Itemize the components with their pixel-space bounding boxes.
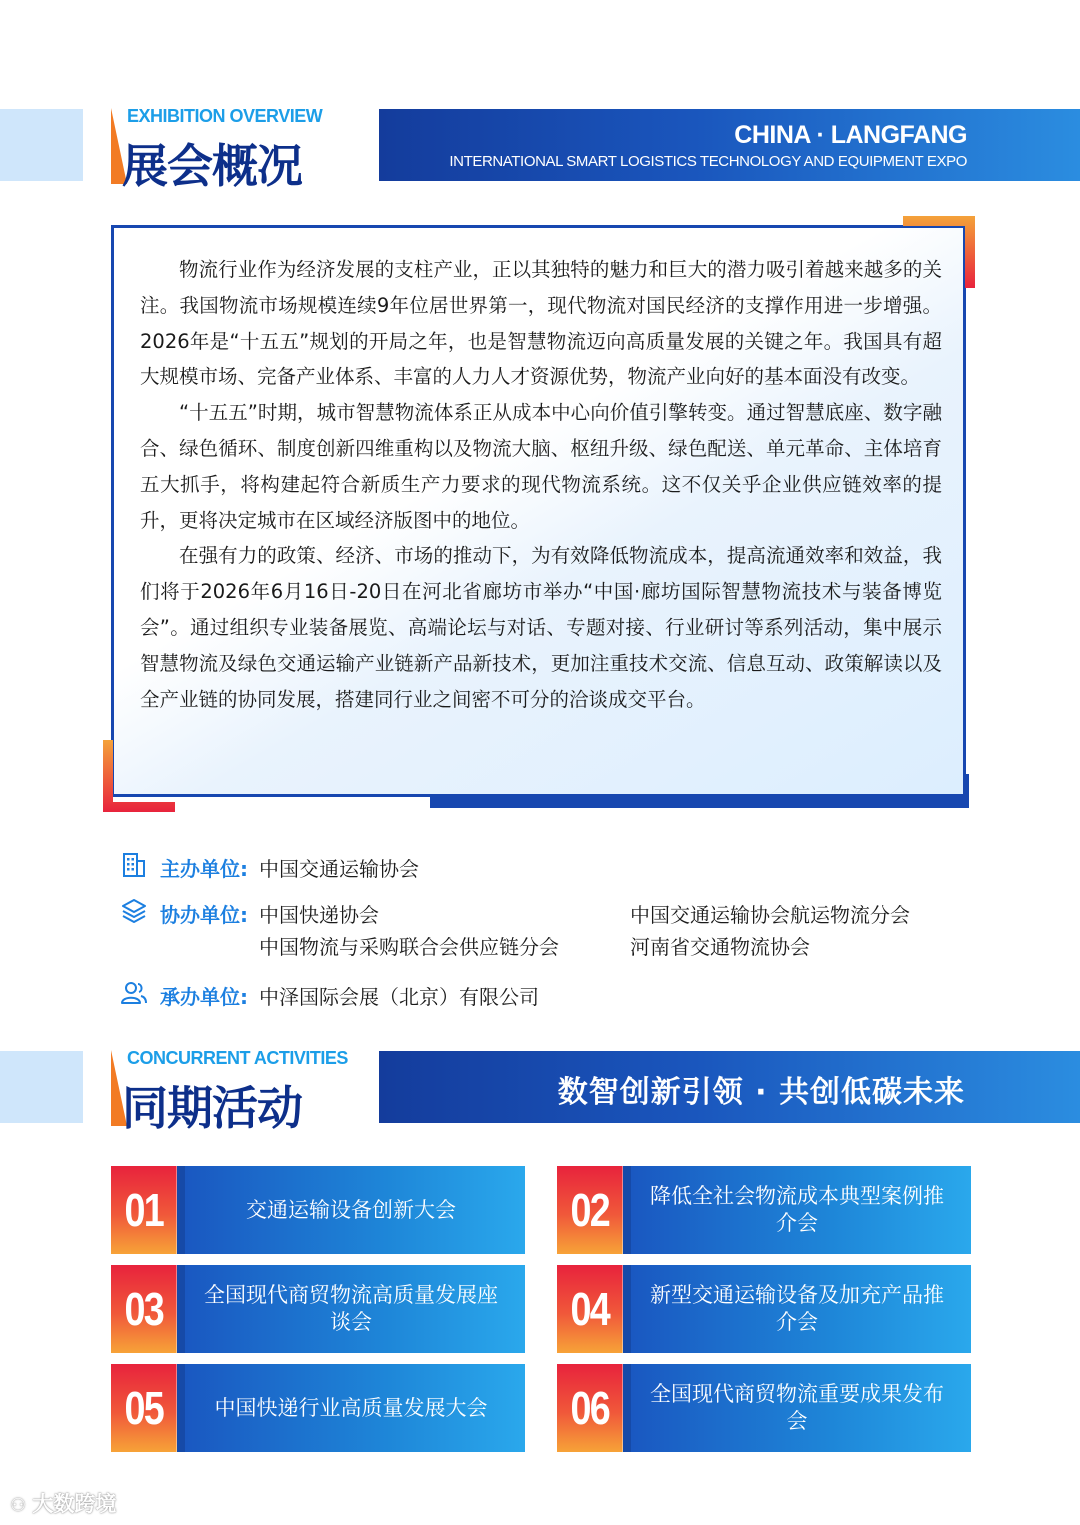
activity-title: 全国现代商贸物流高质量发展座谈会 [177,1265,525,1353]
organizer-label: 承办单位: [160,985,248,1009]
activity-title: 降低全社会物流成本典型案例推介会 [623,1166,971,1254]
overview-title-cn: 展会概况 [122,139,302,193]
header-left-tab [0,109,83,181]
activity-card-01 [111,1166,525,1254]
activity-title: 全国现代商贸物流重要成果发布会 [623,1364,971,1452]
co-organizer-3: 中国物流与采购联合会供应链分会 [259,935,559,959]
overview-banner [379,109,1080,181]
watermark: ⚇ 大数跨境 [10,1492,117,1516]
activities-slogan: 数智创新引领 · 共创低碳未来 [557,1075,965,1110]
host-label: 主办单位: [160,857,248,881]
activity-card-06 [557,1364,971,1452]
activity-title: 交通运输设备创新大会 [177,1166,525,1254]
host-value: 中国交通运输协会 [259,857,419,881]
activity-number: 01 [111,1166,177,1254]
activity-card-02 [557,1166,971,1254]
co-organizer-4: 河南省交通物流协会 [630,935,810,959]
overview-paragraph: “十五五”时期，城市智慧物流体系正从成本中心向价值引擎转变。通过智慧底座、数字融合、绿色循环、制度创新四维重构以及物流大脑、枢纽升级、绿色配送、单元革命、主体培育五大抓手，将构建起符合新质生产力要求的现代物流系统。这不仅关乎企业供应链效率的提升，更将决定城市在区域经济版图中的地位。 [140,401,942,532]
watermark-logo-icon: ⚇ [10,1495,33,1516]
building-icon [120,851,148,879]
activity-card-03 [111,1265,525,1353]
organizer-value: 中泽国际会展（北京）有限公司 [259,985,539,1009]
activity-number: 03 [111,1265,177,1353]
overview-body [140,252,942,717]
activity-number: 06 [557,1364,623,1452]
layers-icon [120,897,148,925]
users-icon [120,979,148,1007]
activity-card-04 [557,1265,971,1353]
activity-number: 02 [557,1166,623,1254]
activity-number: 04 [557,1265,623,1353]
co-organizer-label: 协办单位: [160,903,248,927]
overview-paragraph: 在强有力的政策、经济、市场的推动下，为有效降低物流成本，提高流通效率和效益，我们将于2026年6月16日-20日在河北省廊坊市举办“中国·廊坊国际智慧物流技术与装备博览会”。通过组织专业装备展览、高端论坛与对话、专题对接、行业研讨等系列活动，集中展示智慧物流及绿色交通运输产业链新产品新技术，更加注重技术交流、信息互动、政策解读以及全产业链的协同发展，搭建同行业之间密不可分的洽谈成交平台。 [140,544,942,711]
activities-banner [379,1051,1080,1123]
co-organizer-1: 中国快递协会 [259,903,379,927]
activity-title: 中国快递行业高质量发展大会 [177,1364,525,1452]
activity-card-05 [111,1364,525,1452]
activities-title-cn: 同期活动 [122,1081,302,1135]
activity-title: 新型交通运输设备及加充产品推介会 [623,1265,971,1353]
activities-left-tab [0,1051,83,1123]
banner-line2: INTERNATIONAL SMART LOGISTICS TECHNOLOGY AND EQUIPMENT EXPO [449,153,967,170]
activities-title-en: CONCURRENT ACTIVITIES [127,1048,348,1068]
co-organizer-2: 中国交通运输协会航运物流分会 [630,903,910,927]
banner-line1: CHINA · LANGFANG [734,121,967,149]
overview-title-en: EXHIBITION OVERVIEW [127,106,323,126]
overview-paragraph: 物流行业作为经济发展的支柱产业，正以其独特的魅力和巨大的潜力吸引着越来越多的关注。我国物流市场规模连续9年位居世界第一，现代物流对国民经济的支撑作用进一步增强。2026年是“十五五”规划的开局之年，也是智慧物流迈向高质量发展的关键之年。我国具有超大规模市场、完备产业体系、丰富的人力人才资源优势，物流产业向好的基本面没有改变。 [140,258,942,389]
activity-number: 05 [111,1364,177,1452]
corner-accent-bottom-left [103,740,175,812]
